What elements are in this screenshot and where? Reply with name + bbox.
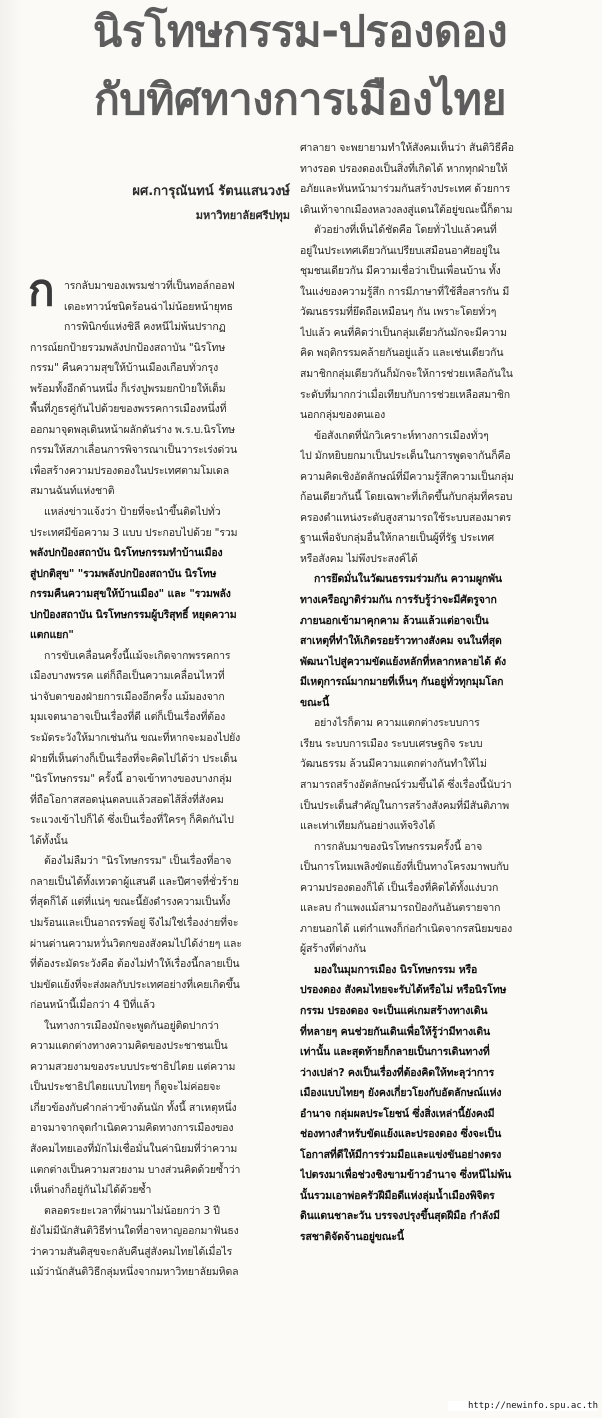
text-line: สมาชิกกลุ่มเดียวกันก็มักจะให้การช่วยเหลือกันใน bbox=[300, 368, 513, 381]
text-line: ไปแล้ว คนที่คิดว่าเป็นกลุ่มเดียวกันมักจะมีความ bbox=[300, 326, 507, 339]
text-line: ทางรอด ปรองดองเป็นสิ่งที่เกิดได้ หากทุกฝ่ายให้ bbox=[300, 162, 508, 175]
text-line: เมืองแบบไทยๆ ยังคงเกี่ยวโยงกับอัตลักษณ์แห่ง bbox=[300, 1087, 502, 1100]
text-line: ความคิดเชิงอัตลักษณ์ที่มีความรู้สึกความเป็นกลุ่ม bbox=[300, 470, 514, 483]
text-line: ตัวอย่างที่เห็นได้ชัดคือ โดยทั่วไปแล้วคนที่ bbox=[314, 224, 497, 237]
text-line: ที่ถือโอกาสสอดนุ่นตลบแล้วสอดไส้สิ่งที่สังคม bbox=[30, 793, 224, 806]
text-line: เท่านั้น และสุดท้ายก็กลายเป็นการเดินทางที่ bbox=[300, 1046, 490, 1059]
text-line: เห็นต่างก็อยู่กันไม่ได้ด้วยซ้ำ bbox=[30, 1184, 152, 1197]
text-line: อาจมาจากจุดกำเนิดความคิดทางการเมืองของ bbox=[30, 1122, 234, 1135]
text-line: ปมร้อนและเป็นอาถรรพ์อยู่ จึงไม่ใช่เรื่องง่ายที่จะ bbox=[30, 916, 239, 929]
text-line: ขณะนี้ bbox=[300, 696, 330, 709]
text-line: สมานฉันท์แห่งชาติ bbox=[30, 485, 115, 498]
text-line: สู่ปกติสุข" "รวมพลังปกป้องสถาบัน นิรโทษ bbox=[30, 567, 217, 580]
left-column bbox=[30, 276, 292, 1283]
text-line: ที่สุดก็ได้ แต่ที่แน่ๆ ขณะนี้ยังดำรงความเป็นทั้ง bbox=[30, 896, 231, 909]
right-column bbox=[300, 138, 582, 1248]
text-line: อำนาจ กลุ่มผลประโยชน์ ซึ่งสิ่งเหล่านี้ยังคงมี bbox=[300, 1107, 495, 1120]
text-line: ก้อนเดียวกันนี้ โดยเฉพาะที่เกิดขึ้นกับกลุ่มที่ครอบ bbox=[300, 491, 513, 504]
text-line: มุมเจตนาอาจเป็นเรื่องที่ดี แต่ก็เป็นเรื่องที่ต้อง bbox=[30, 711, 226, 724]
text-line: อย่างไรก็ตาม ความแตกต่างระบบการ bbox=[314, 717, 480, 730]
text-line: กรรม" คืนความสุขให้บ้านเมืองเกือบทั่วกรุง bbox=[30, 362, 219, 375]
text-line: การกลับมาของนิรโทษกรรมครั้งนี้ อาจ bbox=[314, 840, 483, 853]
text-line: ไป มักหยิบยกมาเป็นประเด็นในการพูดจากันก็คือ bbox=[300, 450, 511, 463]
text-line: นั้นรวมเอาพ่อครัวฝีมือดีแห่งลุ่มน้ำเมืองพิจิตร bbox=[300, 1189, 495, 1202]
text-line: กรรมคืนความสุขให้บ้านเมือง" และ "รวมพลัง bbox=[30, 588, 231, 601]
text-line: ก่อนหน้านี้เมื่อกว่า 4 ปีที่แล้ว bbox=[30, 999, 155, 1012]
text-line: ปกป้องสถาบัน นิรโทษกรรมผู้บริสุทธิ์ หยุดความ bbox=[30, 608, 237, 621]
text-line: รสชาติจัดจ้านอยู่ขณะนี้ bbox=[300, 1230, 404, 1243]
text-line: ระมัดระวังให้มากเช่นกัน ขณะที่หากจะมองไปยัง bbox=[30, 732, 241, 745]
text-line: กลายเป็นได้ทั้งเทวดาผู้แสนดี และปีศาจที่ชั่วร้าย bbox=[30, 875, 239, 888]
text-line: สาเหตุที่ทำให้เกิดรอยร้าวทางสังคม จนในที่สุด bbox=[300, 635, 502, 648]
source-url: http://newinfo.spu.ac.th bbox=[448, 1401, 598, 1411]
text-line: สามารถสร้างอัตลักษณ์ร่วมขึ้นได้ ซึ่งเรื่องนี้นับว่า bbox=[300, 778, 512, 791]
text-line: สังคมไทยเองที่มักไม่เชื่อมั่นในค่านิยมที่ว่าความ bbox=[30, 1142, 238, 1155]
text-line: ผู้สร้างที่ต่างกัน bbox=[300, 943, 366, 956]
text-line: เดอะทาวน์ชนิดร้อนฉ่าไม่น้อยหน้ายุทธ bbox=[64, 300, 233, 313]
text-line: การพินิกข์แห่งชิลี คงหนีไม่พ้นปรากฏ bbox=[64, 321, 226, 334]
text-line: ผ่านด่านความหวั่นวิตกของสังคมไปได้ง่ายๆ และ bbox=[30, 937, 242, 950]
text-line: ภายนอกเข้ามาคุกคาม ล้วนแล้วแต่อาจเป็น bbox=[300, 614, 489, 627]
text-line: อภัยและหันหน้ามาร่วมกันสร้างประเทศ ด้วยการ bbox=[300, 183, 511, 196]
text-line: ในแง่ของความรู้สึก การมีภาษาที่ใช้สื่อสารกัน มี bbox=[300, 285, 510, 298]
text-line: ข้อสังเกตที่นักวิเคราะห์ทางการเมืองทั่วๆ bbox=[314, 429, 489, 442]
text-line: ทางเครือญาติร่วมกัน การรับรู้ว่าจะมีศัตรูจาก bbox=[300, 594, 497, 607]
text-line: วัฒนธรรมที่ยึดถือเหมือนๆ กัน เพราะโดยทั่วๆ bbox=[300, 306, 497, 319]
author-affiliation: มหาวิทยาลัยศรีปทุม bbox=[195, 209, 290, 222]
text-line: เป็นการโหมเพลิงขัดแย้งที่เป็นทางโครงมาพบกับ bbox=[300, 861, 509, 874]
text-line: ได้ทั้งนั้น bbox=[30, 834, 68, 847]
text-line: เป็นประเด็นสำคัญในการสร้างสังคมที่มีสันติภาพ bbox=[300, 799, 510, 812]
text-line: ชุมชนเดียวกัน มีความเชื่อว่าเป็นเพื่อนบ้าน ทั้ง bbox=[300, 265, 501, 278]
text-line: แตกแยก" bbox=[30, 629, 74, 642]
text-line: เกี่ยวข้องกับคำกล่าวข้างต้นนัก ทั้งนี้ สาเหตุหนึ่ง bbox=[30, 1101, 237, 1114]
text-line: แตกต่างเป็นความสวยงาม บางส่วนคิดด้วยซ้ำว่า bbox=[30, 1163, 241, 1176]
text-line: ารกลับมาของเพรมช่าวที่เป็นทอล์กออฟ bbox=[64, 280, 235, 292]
text-line: มองในมุมการเมือง นิรโทษกรรม หรือ bbox=[314, 963, 478, 976]
drop-cap: ก bbox=[28, 265, 55, 316]
text-line: ช่องทางสำหรับขัดแย้งและปรองดอง ซึ่งจะเป็น bbox=[300, 1128, 502, 1141]
text-line: ฝ่ายที่เห็นต่างก็เป็นเรื่องที่จะคิดไปได้ว่า ประเด็น bbox=[30, 752, 237, 765]
text-line: และเท่าเทียมกันอย่างแท้จริงได้ bbox=[300, 820, 436, 833]
text-line: ประเทศมีข้อความ 3 แบบ ประกอบไปด้วย "รวม bbox=[30, 526, 238, 539]
text-line: แหล่งข่าวแจ้งว่า ป้ายที่จะนำขึ้นติดไปทั่ว bbox=[44, 506, 221, 519]
text-line: การขับเคลื่อนครั้งนี้แม้จะเกิดจากพรรคการ bbox=[44, 649, 231, 662]
text-line: ในทางการเมืองมักจะพูดกันอยู่ติดปากว่า bbox=[44, 1019, 219, 1032]
text-line: ฐานเพื่อจับกลุ่มอื่นให้กลายเป็นผู้ที่รัฐ ประเทศ bbox=[300, 532, 495, 545]
text-line: การยึดมั่นในวัฒนธรรมร่วมกัน ความผูกพัน bbox=[314, 573, 502, 586]
text-line: กรรม ปรองดอง จะเป็นแค่เกมสร้างทางเดิน bbox=[300, 1004, 488, 1017]
text-line: ที่ต้องระมัดระวังคือ ต้องไม่ทำให้เรื่องนี้กลายเป็น bbox=[30, 958, 240, 971]
text-line: กรรมให้สภาเลื่อนการพิจารณาเป็นวาระเร่งด่วน bbox=[30, 444, 237, 457]
text-line: นอกกลุ่มของตนเอง bbox=[300, 409, 386, 422]
text-line: แม้ว่านักสันติวิธีกลุ่มหนึ่งจากมหาวิทยาลัยมหิดล bbox=[30, 1266, 239, 1279]
headline-line-2: กับทิศทางการเมืองไทย bbox=[93, 75, 507, 125]
text-line: เมืองบางพรรค แต่ก็ถือเป็นความเคลื่อนไหวที่ bbox=[30, 670, 225, 683]
text-line: ว่าความสันติสุขจะกลับคืนสู่สังคมไทยได้เมื่อไร bbox=[30, 1245, 233, 1258]
text-line: ยังไม่มีนักสันติวิธีท่านใดที่อาจหาญออกมาฟันธง bbox=[30, 1225, 239, 1238]
page-edge-shadow bbox=[0, 0, 22, 1418]
text-line: ออกมาจุดพลุเดินหน้าผลักดันร่าง พ.ร.บ.นิรโทษ bbox=[30, 423, 235, 436]
text-line: "นิรโทษกรรม" ครั้งนี้ อาจเข้าทางของบางกลุ่ม bbox=[30, 773, 232, 786]
text-line: ระแวงเข้าไปก็ได้ ซึ่งเป็นเรื่องที่ใครๆ ก็คิดกันไป bbox=[30, 814, 234, 827]
text-line: เรียน ระบบการเมือง ระบบเศรษฐกิจ ระบบ bbox=[300, 737, 483, 750]
text-line: ที่หลายๆ คนช่วยกันเดินเพื่อให้รู้ว่ามีทางเดิน bbox=[300, 1025, 491, 1038]
text-line: พร้อมทั้งอีกด้านหนึ่ง ก็เร่งปูพรมยกป้ายให้เต็ม bbox=[30, 382, 226, 395]
text-line: หรือสังคม ไม่พึงประสงค์ได้ bbox=[300, 552, 418, 565]
text-line: ระดับที่มากกว่าเมื่อเทียบกับการช่วยเหลือสมาชิก bbox=[300, 388, 510, 401]
author-name: ผศ.การุณันทน์ รัตนแสนวงษ์ bbox=[132, 184, 290, 199]
text-line: มีเหตุการณ์มากมายที่เห็นๆ กันอยู่ทั่วทุกมุมโลก bbox=[300, 676, 504, 689]
text-line: พลังปกป้องสถาบัน นิรโทษกรรมทำบ้านเมือง bbox=[30, 547, 223, 560]
headline-line-1: นิรโทษกรรม-ปรองดอง bbox=[92, 7, 508, 57]
text-line: ต้องไม่ลืมว่า "นิรโทษกรรม" เป็นเรื่องที่อาจ bbox=[44, 855, 232, 868]
text-line: ไปตรงมาเพื่อช่วงชิงขามข้าวอำนาจ ซึ่งหนีไม่พ้น bbox=[300, 1169, 512, 1182]
text-line: เพื่อสร้างความปรองดองในประเทศตามโมเดล bbox=[30, 464, 229, 477]
text-line: ความปรองดองก็ได้ เป็นเรื่องที่คิดได้ทั้งแง่บวก bbox=[300, 881, 499, 894]
text-line: พื้นที่ภูธรคู่กันไปด้วยของพรรคการเมืองหนึ่งที่ bbox=[30, 403, 227, 416]
text-line: เดินเท้าจากเมืองหลวงลงสู่แดนใต้อยู่ขณะนี้ก็ตาม bbox=[300, 203, 513, 216]
text-line: และลบ กำแพงแม้สามารถป้องกันอันตรายจาก bbox=[300, 902, 501, 915]
text-line: การณ์ยกป้ายรวมพลังปกป้องสถาบัน "นิรโทษ bbox=[30, 341, 226, 354]
text-line: น่าจับตาของฝ่ายการเมืองอีกครั้ง แม้มองจาก bbox=[30, 690, 225, 703]
text-line: ตลอดระยะเวลาที่ผ่านมาไม่น้อยกว่า 3 ปี bbox=[44, 1204, 220, 1217]
text-line: เป็นประชาธิปไตยแบบไทยๆ ก็ดูจะไม่ค่อยจะ bbox=[30, 1081, 221, 1094]
text-line: ความสวยงามของระบบประชาธิปไตย แต่ความ bbox=[30, 1060, 236, 1073]
text-line: อยู่ในประเทศเดียวกันเปรียบเสมือนอาศัยอยู่ใน bbox=[300, 244, 500, 257]
text-line: ศาลายา จะพยายามทำให้สังคมเห็นว่า สันติวิธีคือ bbox=[300, 142, 514, 154]
text-line: พัฒนาไปสู่ความขัดแย้งหลักที่หลากหลายได้ ดัง bbox=[300, 655, 507, 668]
text-line: ภายนอกได้ แต่กำแพงก็ก่อกำเนิดจากรสนิยมของ bbox=[300, 922, 513, 935]
text-line: ดินแดนชาละวัน บรรจงปรุงขึ้นสุดฝีมือ กำลังมี bbox=[300, 1210, 500, 1223]
text-line: ครองตำแหน่งระดับสูงสามารถใช้ระบบสองมาตร bbox=[300, 511, 512, 524]
text-line: โอกาสที่ดีให้มีการร่วมมือและแข่งขันอย่างตรง bbox=[300, 1148, 502, 1161]
text-line: ปมขัดแย้งที่จะส่งผลกับประเทศอย่างที่เคยเกิดขึ้น bbox=[30, 978, 240, 991]
text-line: วัฒนธรรม ล้วนมีความแตกต่างกันทำให้ไม่ bbox=[300, 758, 487, 771]
text-line: คิด พฤติกรรมคล้ายกันอยู่แล้ว และเช่นเดียวกัน bbox=[300, 347, 504, 360]
text-line: ว่างเปล่า? คงเป็นเรื่องที่ต้องคิดให้ทะลุว่าการ bbox=[300, 1066, 495, 1079]
text-line: ความแตกต่างทางความคิดของประชาชนเป็น bbox=[30, 1040, 228, 1053]
text-line: ปรองดอง สังคมไทยจะรับได้หรือไม่ หรือนิรโทษ bbox=[300, 984, 507, 997]
